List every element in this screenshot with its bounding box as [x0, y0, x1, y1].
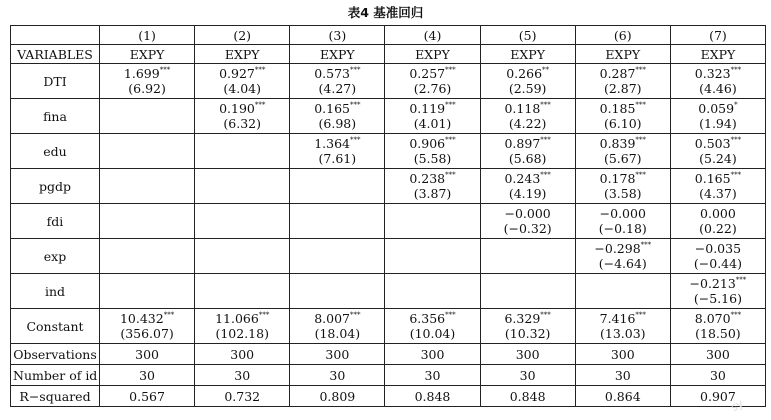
coefficient [387, 101, 477, 116]
coefficient-cell [575, 309, 670, 344]
stat-row-cell: 0.732 [195, 386, 290, 407]
coefficient-cell [195, 239, 290, 274]
coefficient [483, 66, 573, 81]
column-number-row-cell: (6) [575, 26, 670, 45]
stat-row-cell: 0.809 [290, 386, 385, 407]
coefficient [483, 311, 573, 326]
coefficient-cell [100, 204, 195, 239]
coefficient-value: −0.000 [504, 206, 551, 221]
coefficient-value: 0.165 [694, 171, 731, 186]
stat-row-cell: 30 [290, 365, 385, 386]
coefficient-value: 6.329 [504, 311, 541, 326]
coefficient-cell [290, 204, 385, 239]
coefficient [578, 66, 668, 81]
row-label: Number of id [11, 365, 100, 386]
coefficient-row [11, 204, 766, 239]
coefficient [387, 311, 477, 326]
coefficient [673, 171, 763, 186]
variable-name: pgdp [11, 169, 100, 204]
coefficient-cell [480, 99, 575, 134]
coefficient [673, 136, 763, 151]
significance-stars: *** [735, 276, 747, 284]
coefficient-cell [290, 169, 385, 204]
coefficient-cell [385, 64, 480, 99]
row-label: R−squared [11, 386, 100, 407]
coefficient-value: 0.119 [409, 101, 446, 116]
coefficient-row [11, 99, 766, 134]
coefficient-value: 0.243 [504, 171, 541, 186]
coefficient-value: 0.839 [599, 136, 636, 151]
coefficient-cell [195, 204, 290, 239]
t-statistic: (4.01) [413, 116, 452, 131]
stat-row-cell: 30 [670, 365, 765, 386]
coefficient-value: −0.298 [594, 241, 641, 256]
t-statistic: (2.59) [508, 81, 547, 96]
t-statistic: (10.04) [409, 326, 456, 341]
significance-stars: *** [159, 66, 171, 74]
coefficient-cell [385, 99, 480, 134]
coefficient-cell [480, 204, 575, 239]
dependent-variable-row-cell: EXPY [480, 45, 575, 64]
coefficient-cell [290, 64, 385, 99]
stat-row-cell: 30 [480, 365, 575, 386]
t-statistic: (−0.44) [693, 256, 742, 271]
stat-row-cell: 30 [385, 365, 480, 386]
stat-row [11, 386, 766, 407]
coefficient-cell [480, 309, 575, 344]
coefficient [197, 101, 287, 116]
coefficient-cell [480, 169, 575, 204]
coefficient-value: −0.035 [694, 241, 742, 256]
stat-row-cell: 300 [480, 344, 575, 365]
coefficient [578, 136, 668, 151]
coefficient-cell [385, 169, 480, 204]
coefficient-value: 0.238 [409, 171, 446, 186]
coefficient-value: 0.573 [314, 66, 350, 81]
significance-stars: *** [445, 311, 456, 319]
column-number-row-cell: (5) [480, 26, 575, 45]
coefficient [197, 66, 287, 81]
dependent-variable-row-cell: EXPY [100, 45, 195, 64]
coefficient-value: 0.178 [599, 171, 636, 186]
coefficient [578, 311, 668, 326]
coefficient-cell [195, 134, 290, 169]
t-statistic: (4.19) [508, 186, 547, 201]
coefficient-cell [575, 239, 670, 274]
coefficient [102, 66, 192, 81]
coefficient [483, 101, 573, 116]
stat-row-cell: 30 [195, 365, 290, 386]
t-statistic: (3.87) [413, 186, 452, 201]
coefficient-value: −0.213 [689, 276, 736, 291]
coefficient [292, 101, 382, 116]
row-label: VARIABLES [11, 45, 100, 64]
variable-name: Constant [11, 309, 100, 344]
coefficient [292, 136, 382, 151]
stat-row [11, 344, 766, 365]
t-statistic: (1.94) [699, 116, 737, 131]
t-statistic: (−4.64) [598, 256, 647, 271]
coefficient-value: 10.432 [119, 311, 164, 326]
coefficient-row [11, 169, 766, 204]
t-statistic: (356.07) [120, 326, 174, 341]
coefficient-value: 0.266 [506, 66, 543, 81]
t-statistic: (2.87) [603, 81, 642, 96]
variable-name: fdi [11, 204, 100, 239]
variable-name: ind [11, 274, 100, 309]
significance-stars: *** [635, 101, 646, 109]
coefficient-cell [385, 274, 480, 309]
coefficient-cell [290, 309, 385, 344]
coefficient [673, 311, 763, 326]
coefficient-cell [480, 274, 575, 309]
coefficient-value: 0.897 [504, 136, 541, 151]
t-statistic: (6.10) [603, 116, 642, 131]
column-number-row [11, 26, 766, 45]
coefficient-cell [575, 274, 670, 309]
coefficient [673, 101, 763, 116]
coefficient-cell [670, 64, 765, 99]
stat-row-cell: 0.907 [670, 386, 765, 407]
coefficient [673, 276, 763, 291]
coefficient-value: 0.257 [409, 66, 446, 81]
significance-stars: *** [254, 66, 266, 74]
coefficient-cell [100, 134, 195, 169]
coefficient-cell [480, 64, 575, 99]
coefficient [578, 101, 668, 116]
coefficient-cell [480, 239, 575, 274]
t-statistic: (5.58) [413, 151, 452, 166]
coefficient [578, 206, 668, 221]
coefficient-cell [290, 134, 385, 169]
coefficient-cell [670, 239, 765, 274]
significance-stars: *** [640, 241, 652, 249]
coefficient-cell [100, 239, 195, 274]
t-statistic: (−0.32) [503, 221, 552, 236]
t-statistic: (4.37) [699, 186, 737, 201]
t-statistic: (18.50) [695, 326, 741, 341]
coefficient [578, 171, 668, 186]
coefficient-cell [100, 99, 195, 134]
significance-stars: *** [350, 311, 361, 319]
coefficient-cell [480, 134, 575, 169]
coefficient-value: 6.356 [409, 311, 446, 326]
coefficient-value: 8.007 [314, 311, 350, 326]
column-number-row-cell: (3) [290, 26, 385, 45]
coefficient-cell [290, 99, 385, 134]
stat-row-cell: 300 [575, 344, 670, 365]
coefficient-value: 7.416 [599, 311, 636, 326]
coefficient-value: 0.190 [219, 101, 255, 116]
coefficient-row [11, 274, 766, 309]
significance-stars: *** [163, 311, 175, 319]
watermark: sy [728, 396, 746, 415]
coefficient-cell [195, 99, 290, 134]
coefficient-value: 1.699 [123, 66, 160, 81]
t-statistic: (6.92) [128, 81, 166, 96]
coefficient-value: 0.287 [599, 66, 636, 81]
t-statistic: (5.68) [508, 151, 547, 166]
stat-row-cell: 300 [100, 344, 195, 365]
coefficient-row [11, 309, 766, 344]
significance-stars: *** [445, 66, 456, 74]
coefficient-row [11, 134, 766, 169]
t-statistic: (6.32) [223, 116, 261, 131]
stat-row [11, 365, 766, 386]
significance-stars: *** [540, 136, 551, 144]
coefficient-value: 0.000 [700, 206, 736, 221]
coefficient-cell [385, 204, 480, 239]
coefficient [292, 311, 382, 326]
significance-stars: *** [254, 101, 266, 109]
coefficient [387, 66, 477, 81]
coefficient [673, 206, 763, 221]
coefficient [292, 66, 382, 81]
dependent-variable-row-cell: EXPY [385, 45, 480, 64]
t-statistic: (4.22) [508, 116, 547, 131]
coefficient-cell [290, 274, 385, 309]
coefficient-value: 0.323 [694, 66, 731, 81]
column-number-row-cell: (2) [195, 26, 290, 45]
coefficient-cell [195, 309, 290, 344]
stat-row-cell: 0.848 [480, 386, 575, 407]
coefficient-cell [290, 239, 385, 274]
t-statistic: (3.58) [603, 186, 642, 201]
t-statistic: (4.46) [699, 81, 737, 96]
coefficient-cell [100, 309, 195, 344]
coefficient-row [11, 239, 766, 274]
significance-stars: *** [350, 136, 361, 144]
coefficient [483, 136, 573, 151]
coefficient-value: 0.118 [504, 101, 541, 116]
coefficient-cell [100, 169, 195, 204]
significance-stars: *** [730, 136, 742, 144]
stat-row-cell: 300 [670, 344, 765, 365]
coefficient-cell [670, 169, 765, 204]
coefficient-cell [575, 134, 670, 169]
coefficient [197, 311, 287, 326]
t-statistic: (18.04) [314, 326, 361, 341]
row-label: Observations [11, 344, 100, 365]
coefficient-cell [385, 134, 480, 169]
coefficient [673, 241, 763, 256]
t-statistic: (5.67) [603, 151, 642, 166]
variable-name: fina [11, 99, 100, 134]
coefficient-value: 1.364 [314, 136, 350, 151]
significance-stars: *** [635, 66, 646, 74]
coefficient-value: 0.927 [219, 66, 255, 81]
coefficient-cell [670, 274, 765, 309]
regression-table [10, 25, 766, 407]
t-statistic: (2.76) [413, 81, 452, 96]
t-statistic: (0.22) [699, 221, 737, 236]
significance-stars: *** [730, 311, 742, 319]
coefficient-cell [385, 239, 480, 274]
coefficient-cell [575, 99, 670, 134]
stat-row-cell: 0.848 [385, 386, 480, 407]
coefficient [578, 241, 668, 256]
t-statistic: (5.24) [699, 151, 737, 166]
significance-stars: *** [540, 311, 551, 319]
significance-stars: *** [445, 171, 456, 179]
column-number-row-cell: (4) [385, 26, 480, 45]
coefficient-value: 0.165 [314, 101, 350, 116]
variable-name: DTI [11, 64, 100, 99]
stat-row-cell: 0.567 [100, 386, 195, 407]
variable-name: edu [11, 134, 100, 169]
stat-row-cell: 30 [100, 365, 195, 386]
coefficient-value: 8.070 [694, 311, 731, 326]
coefficient-cell [385, 309, 480, 344]
stat-row-cell: 300 [385, 344, 480, 365]
coefficient-cell [195, 64, 290, 99]
stat-row-cell: 30 [575, 365, 670, 386]
coefficient-cell [195, 274, 290, 309]
coefficient-value: 11.066 [215, 311, 259, 326]
significance-stars: *** [350, 66, 361, 74]
t-statistic: (10.32) [504, 326, 551, 341]
significance-stars: *** [540, 171, 551, 179]
significance-stars: ** [542, 66, 550, 74]
dependent-variable-row-cell: EXPY [290, 45, 385, 64]
t-statistic: (102.18) [215, 326, 269, 341]
coefficient-cell [670, 204, 765, 239]
significance-stars: *** [445, 136, 456, 144]
significance-stars: *** [445, 101, 456, 109]
dependent-variable-row-cell: EXPY [670, 45, 765, 64]
t-statistic: (13.03) [600, 326, 646, 341]
coefficient-cell [100, 274, 195, 309]
coefficient-cell [670, 99, 765, 134]
coefficient-value: −0.000 [599, 206, 646, 221]
significance-stars: *** [635, 311, 646, 319]
significance-stars: *** [258, 311, 270, 319]
coefficient-cell [670, 134, 765, 169]
significance-stars: *** [540, 101, 551, 109]
coefficient-cell [575, 64, 670, 99]
coefficient [387, 171, 477, 186]
dependent-variable-row-cell: EXPY [575, 45, 670, 64]
t-statistic: (−0.18) [598, 221, 647, 236]
coefficient-value: 0.906 [409, 136, 446, 151]
coefficient-row [11, 64, 766, 99]
stat-row-cell: 300 [290, 344, 385, 365]
coefficient-cell [195, 169, 290, 204]
coefficient [387, 136, 477, 151]
t-statistic: (−5.16) [693, 291, 742, 306]
coefficient [673, 66, 763, 81]
coefficient-cell [575, 204, 670, 239]
row-label [11, 26, 100, 45]
coefficient-value: 0.059 [698, 101, 735, 116]
significance-stars: *** [350, 101, 361, 109]
coefficient-cell [100, 64, 195, 99]
significance-stars: *** [730, 66, 742, 74]
coefficient [483, 171, 573, 186]
significance-stars: *** [635, 171, 646, 179]
significance-stars: *** [635, 136, 646, 144]
significance-stars: * [734, 101, 738, 109]
coefficient-cell [670, 309, 765, 344]
t-statistic: (4.04) [223, 81, 261, 96]
stat-row-cell: 300 [195, 344, 290, 365]
table-title: 表4 基准回归 [347, 5, 424, 20]
dependent-variable-row-cell: EXPY [195, 45, 290, 64]
column-number-row-cell: (1) [100, 26, 195, 45]
significance-stars: *** [730, 171, 742, 179]
coefficient [102, 311, 192, 326]
coefficient [483, 206, 573, 221]
coefficient-value: 0.185 [599, 101, 636, 116]
t-statistic: (7.61) [318, 151, 357, 166]
t-statistic: (6.98) [318, 116, 357, 131]
stat-row-cell: 0.864 [575, 386, 670, 407]
variable-name: exp [11, 239, 100, 274]
dependent-variable-row [11, 45, 766, 64]
t-statistic: (4.27) [318, 81, 357, 96]
coefficient-cell [575, 169, 670, 204]
coefficient-value: 0.503 [694, 136, 731, 151]
column-number-row-cell: (7) [670, 26, 765, 45]
